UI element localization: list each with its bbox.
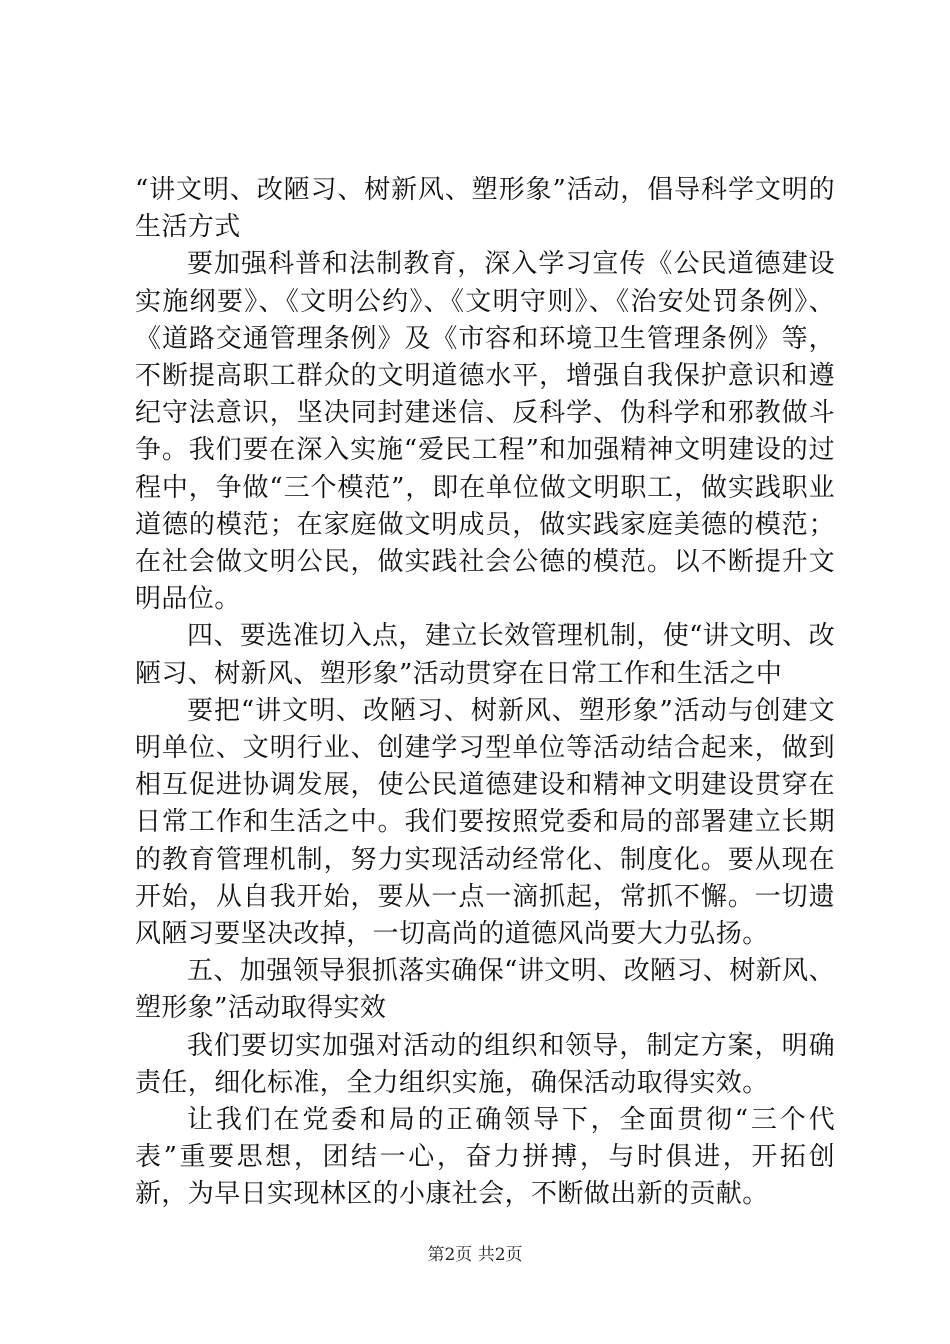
section-heading-4: 四、要选准切入点，建立长效管理机制，使“讲文明、改陋习、树新风、塑形象”活动贯穿在日常工作和生活之中	[135, 621, 835, 689]
paragraph-intro: “讲文明、改陋习、树新风、塑形象”活动，倡导科学文明的生活方式	[135, 175, 835, 243]
document-body	[135, 172, 835, 1214]
page-footer: 第2页 共2页	[427, 1245, 523, 1265]
paragraph-education: 要加强科普和法制教育，深入学习宣传《公民道德建设实施纲要》、《文明公约》、《文明守则》、《治安处罚条例》、《道路交通管理条例》及《市容和环境卫生管理条例》等，不断提高职工群众的文明道德水平，增强自我保护意识和遵纪守法意识，坚决同封建迷信、反科学、伪科学和邪教做斗争。我们要在深入实施“爱民工程”和加强精神文明建设的过程中，争做“三个模范”，即在单位做文明职工，做实践职业道德的模范；在家庭做文明成员，做实践家庭美德的模范；在社会做文明公民，做实践社会公德的模范。以不断提升文明品位。	[135, 249, 835, 615]
section-heading-5: 五、加强领导狠抓落实确保“讲文明、改陋习、树新风、塑形象”活动取得实效	[135, 956, 835, 1024]
paragraph-closing: 让我们在党委和局的正确领导下，全面贯彻“三个代表”重要思想，团结一心，奋力拼搏，与时俱进，开拓创新，为早日实现林区的小康社会，不断做出新的贡献。	[135, 1105, 835, 1210]
paragraph-leadership: 我们要切实加强对活动的组织和领导，制定方案，明确责任，细化标准，全力组织实施，确保活动取得实效。	[135, 1030, 835, 1098]
paragraph-mechanism: 要把“讲文明、改陋习、树新风、塑形象”活动与创建文明单位、文明行业、创建学习型单位等活动结合起来，做到相互促进协调发展，使公民道德建设和精神文明建设贯穿在日常工作和生活之中。我们要按照党委和局的部署建立长期的教育管理机制，努力实现活动经常化、制度化。要从现在开始，从自我开始，要从一点一滴抓起，常抓不懈。一切遗风陋习要坚决改掉，一切高尚的道德风尚要大力弘扬。	[135, 695, 835, 950]
